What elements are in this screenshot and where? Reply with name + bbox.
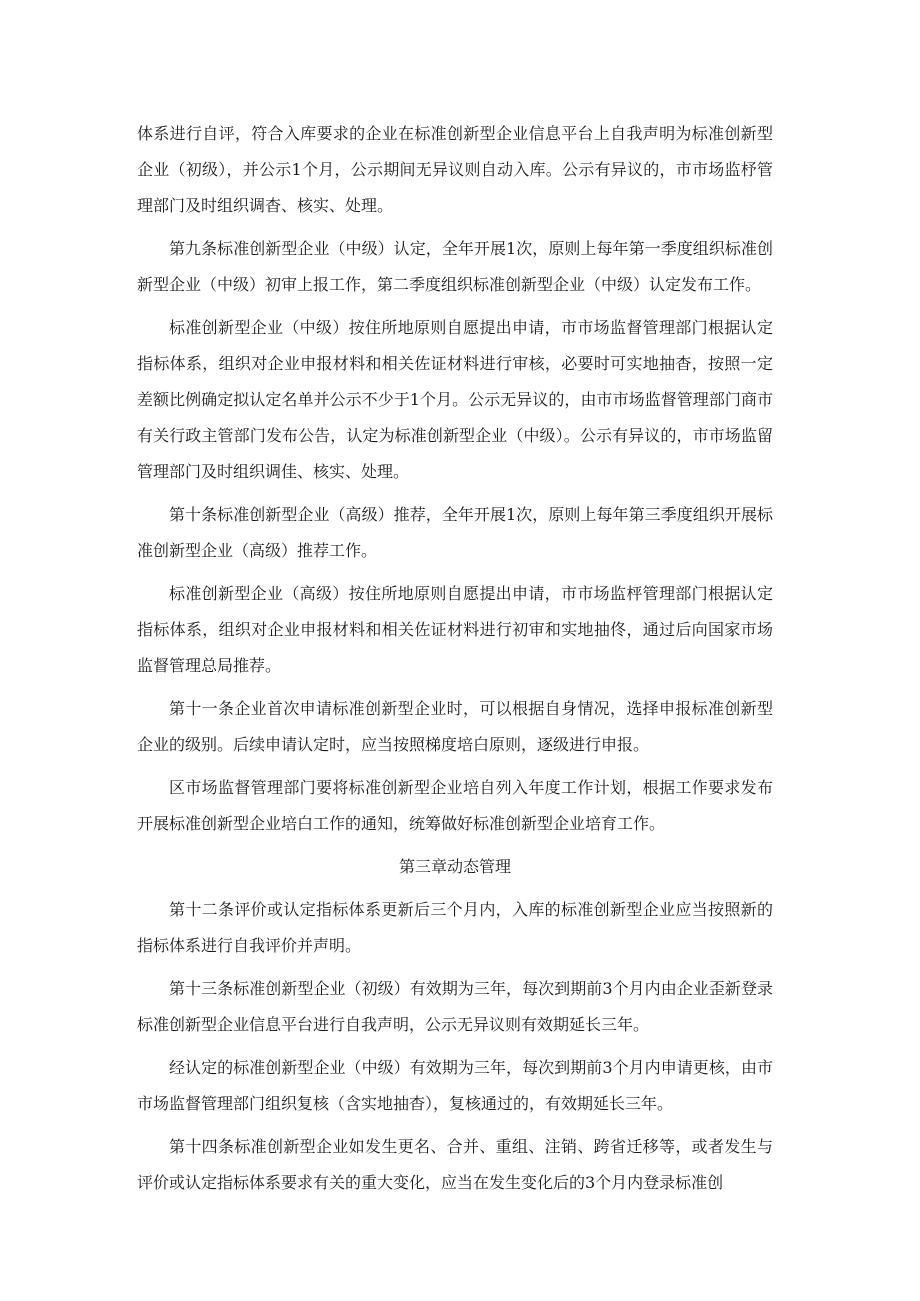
paragraph-article-11: 第十一条企业首次申请标准创新型企业时，可以根据自身情况，选择申报标准创新型企业的级别。后续申请认定时，应当按照梯度培白原则，逐级进行申报。 [137, 699, 773, 754]
paragraph-intermediate-validity: 经认定的标准创新型企业（中级）有效期为三年，每次到期前3个月内申请更核，由市市场监督管理部门组织复核（含实地抽杳），复核通过的，有效期延长三年。 [137, 1058, 773, 1113]
paragraph-article-12: 第十二条评价或认定指标体系更新后三个月内，入库的标准创新型企业应当按照新的指标体系进行自我评价并声明。 [137, 900, 773, 955]
document-body [137, 116, 773, 1208]
paragraph-district-cultivation: 区市场监督管理部门要将标准创新型企业培自列入年度工作计划，根据工作要求发布开展标准创新型企业培白工作的通知，统筹做好标准创新型企业培育工作。 [137, 778, 773, 833]
paragraph-article-9: 第九条标准创新型企业（中级）认定，全年开展1次，原则上每年第一季度组织标准创新型企业（中级）初审上报工作，第二季度组织标准创新型企业（中级）认定发布工作。 [137, 239, 773, 294]
paragraph-article-10: 第十条标准创新型企业（高级）推荐，全年开展1次，原则上每年第三季度组织开展标准创新型企业（高级）推荐工作。 [137, 505, 773, 560]
paragraph-continuation: 体系进行自评，符合入库要求的企业在标准创新型企业信息平台上自我声明为标准创新型企业（初级），并公示1个月，公示期间无异议则自动入库。公示有异议的，市市场监杼管理部门及时组织调杳、核实、处理。 [137, 124, 773, 215]
paragraph-intermediate-application: 标准创新型企业（中级）按住所地原则自愿提出申请，市市场监督管理部门根据认定指标体系，组织对企业申报材料和相关佐证材料进行审核，必要时可实地抽杳，按照一定差额比例确定拟认定名单并公示不少于1个月。公示无异议的，由市市场监督管理部门商市有关行政主管部门发布公告，认定为标准创新型企业（中级）。公示有异议的，市市场监留管理部门及时组织调佳、核实、处理。 [137, 318, 773, 481]
chapter-heading: 第三章动态管理 [398, 857, 511, 876]
paragraph-article-13: 第十三条标准创新型企业（初级）有效期为三年，每次到期前3个月内由企业歪新登录标准创新型企业信息平台进行自我声明，公示无异议则有效期延长三年。 [137, 979, 773, 1034]
paragraph-article-14: 第十四条标准创新型企业如发生更名、合并、重组、注销、跨省迁移等，或者发生与评价或认定指标体系要求有关的重大变化，应当在发生变化后的3个月内登录标准创 [137, 1137, 773, 1192]
paragraph-advanced-application: 标准创新型企业（高级）按住所地原则自愿提出申请，市市场监枰管理部门根据认定指标体系，组织对企业申报材料和相关佐证材料进行初审和实地抽佟，通过后向国家市场监督管理总局推荐。 [137, 584, 773, 675]
